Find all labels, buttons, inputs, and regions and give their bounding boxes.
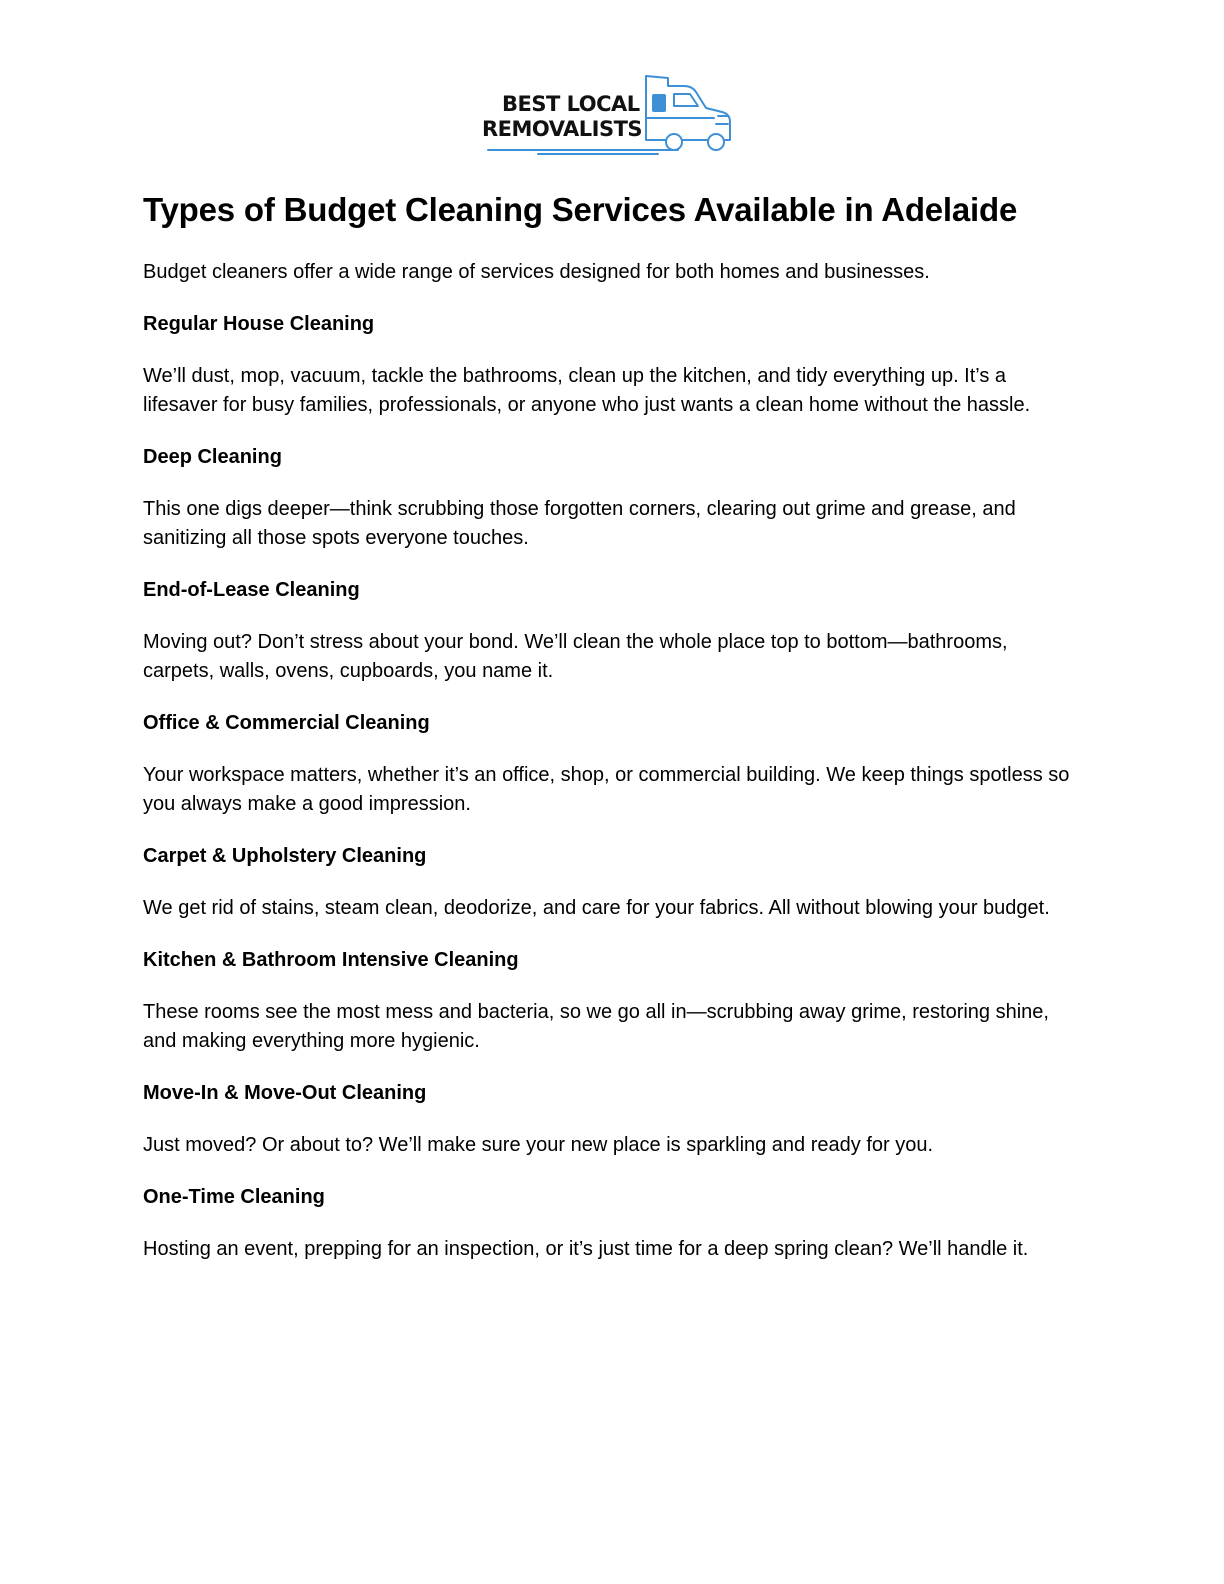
section-body-kitchen-bathroom: These rooms see the most mess and bacteria, so we go all in—scrubbing away grime, restoring shine, and making everything more hygienic. xyxy=(143,1001,1049,1052)
document-body xyxy=(143,188,1083,1287)
brand-name-line2: REMOVALISTS xyxy=(482,117,643,141)
section-heading-move-in-out: Move-In & Move-Out Cleaning xyxy=(143,1082,427,1104)
brand-name-line1: BEST LOCAL xyxy=(502,92,640,116)
section-body-deep-cleaning: This one digs deeper—think scrubbing those forgotten corners, clearing out grime and grease, and sanitizing all those spots everyone touches. xyxy=(143,498,1016,549)
brand-logo xyxy=(478,70,738,160)
section-heading-carpet-upholstery: Carpet & Upholstery Cleaning xyxy=(143,845,427,867)
section-heading-regular-house: Regular House Cleaning xyxy=(143,313,375,335)
section-body-office-commercial: Your workspace matters, whether it’s an office, shop, or commercial building. We keep things spotless so you always make a good impression. xyxy=(143,764,1070,815)
page-title: Types of Budget Cleaning Services Available in Adelaide xyxy=(143,191,1018,228)
section-heading-kitchen-bathroom: Kitchen & Bathroom Intensive Cleaning xyxy=(143,949,519,971)
section-body-move-in-out: Just moved? Or about to? We’ll make sure your new place is sparkling and ready for you. xyxy=(143,1134,934,1156)
brand-name xyxy=(482,92,642,142)
section-heading-office-commercial: Office & Commercial Cleaning xyxy=(143,712,430,734)
section-body-regular-house: We’ll dust, mop, vacuum, tackle the bathrooms, clean up the kitchen, and tidy everything up. It’s a lifesaver for busy families, professionals, or anyone who just wants a clean home without the hassle. xyxy=(143,365,1031,416)
section-heading-one-time: One-Time Cleaning xyxy=(143,1186,325,1208)
section-heading-deep-cleaning: Deep Cleaning xyxy=(143,446,282,468)
section-body-carpet-upholstery: We get rid of stains, steam clean, deodorize, and care for your fabrics. All without blowing your budget. xyxy=(143,897,1050,919)
section-body-one-time: Hosting an event, prepping for an inspection, or it’s just time for a deep spring clean? We’ll handle it. xyxy=(143,1238,1029,1260)
section-heading-end-of-lease: End-of-Lease Cleaning xyxy=(143,579,360,601)
intro-paragraph: Budget cleaners offer a wide range of services designed for both homes and businesses. xyxy=(143,261,930,283)
section-body-end-of-lease: Moving out? Don’t stress about your bond. We’ll clean the whole place top to bottom—bathrooms, carpets, walls, ovens, cupboards, you name it. xyxy=(143,631,1008,682)
